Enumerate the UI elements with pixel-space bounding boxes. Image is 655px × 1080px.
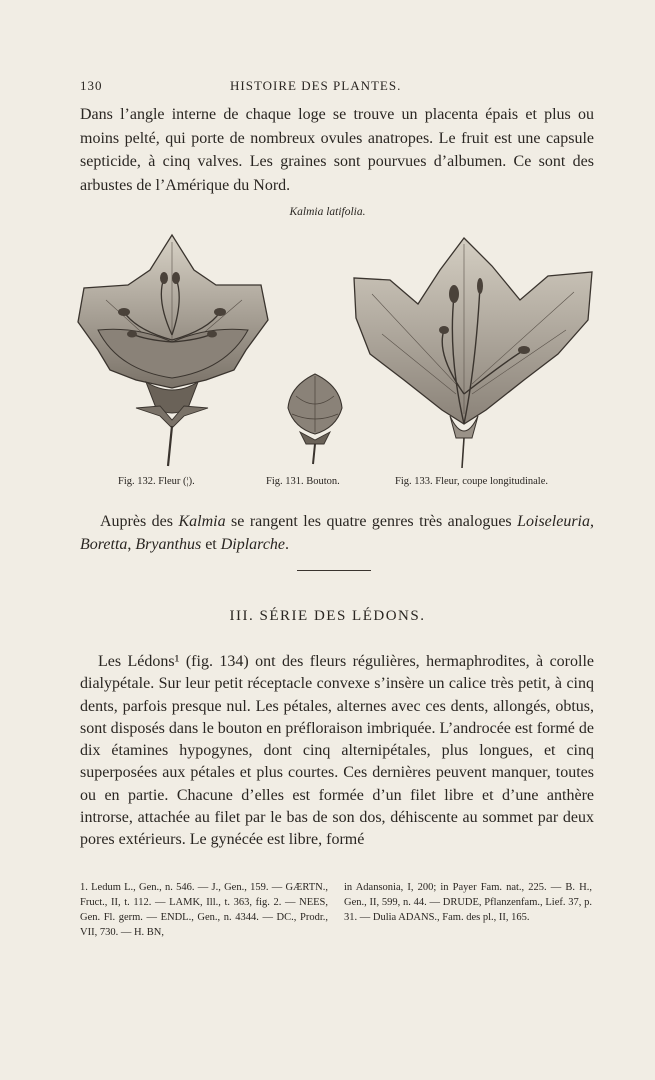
figure-132-caption: Fig. 132. Fleur (¦).	[118, 476, 195, 487]
paragraph-2	[80, 510, 594, 556]
paragraph-2-text: .	[285, 536, 290, 553]
footnote-column-left	[80, 880, 328, 940]
genus-kalmia: Kalmia	[178, 513, 226, 530]
figure-131-bud-illustration	[282, 370, 348, 466]
genus-bryanthus: Bryanthus	[135, 536, 202, 553]
genus-boretta: Boretta	[80, 536, 128, 553]
page-number: 130	[80, 78, 103, 93]
figure-132-flower-illustration	[76, 230, 272, 470]
figure-133-caption: Fig. 133. Fleur, coupe longitudinale.	[395, 476, 548, 487]
paragraph-3: Les Lédons¹ (fig. 134) ont des fleurs régulières, hermaphrodites, à corolle dialypétale. Sur leur petit réceptacle convexe s’insère un calice très petit, à cinq dents, parfois presque nul. Les pétales, alternes avec ces dents, allongés, obtus, sont disposés dans le bouton en préfloraison imbriquée. L’androcée est formé de dix étamines hypogynes, dont cinq alternipétales, plus longues, et cinq superposées aux pétales et plus courtes. Ces dernières peuvent manquer, toutes ou en partie. Chacune d’elles est formée d’un filet libre et d’une anthère introrse, attachée au filet par le bas de son dos, déhiscente au sommet par deux pores extérieurs. Le gynécée est libre, formé	[80, 653, 594, 849]
genus-diplarche: Diplarche	[220, 536, 286, 553]
footnote-text-right: in Adansonia, I, 200; in Payer Fam. nat., 225. — B. H., Gen., II, 599, n. 44. — DRUDE, Pflanzenfam., Lief. 37, p. 31. — Dulia ADANS., Fam. des pl., II, 165.	[344, 882, 592, 923]
running-title: HISTOIRE DES PLANTES.	[230, 78, 402, 93]
figure-131-caption: Fig. 131. Bouton.	[266, 476, 340, 487]
paragraph-2-text: ,	[590, 513, 594, 530]
figure-133-section-illustration	[352, 234, 596, 472]
paragraph-2-text: se rangent les quatre genres très analogues	[225, 513, 518, 530]
footnote-column-right	[344, 880, 592, 925]
paragraph-2-text: et	[201, 536, 221, 553]
section-divider	[297, 570, 371, 571]
running-head	[80, 78, 594, 98]
genus-loiseleuria: Loiseleuria	[517, 513, 590, 530]
paragraph-1-text: Dans l’angle interne de chaque loge se trouve un placenta épais et plus ou moins pelté, qui porte de nombreux ovules anatropes. Le fruit est une capsule septicide, à cinq valves. Les graines sont pourvues d’albumen. Ce sont des arbustes de l’Amérique du Nord.	[80, 106, 594, 194]
footnote-text-left: 1. Ledum L., Gen., n. 546. — J., Gen., 159. — GÆRTN., Fruct., II, t. 112. — LAMK, Ill., t. 363, fig. 2. — NEES, Gen. Fl. germ. — ENDL., Gen., n. 4344. — DC., Prodr., VII, 730. — H. BN,	[80, 882, 328, 938]
paragraph-2-text: Auprès des	[100, 513, 179, 530]
section-title: III. SÉRIE DES LÉDONS.	[229, 608, 426, 624]
paragraph-1	[80, 103, 594, 197]
paragraph-2-text: ,	[127, 536, 136, 553]
figure-title: Kalmia latifolia.	[289, 206, 366, 218]
